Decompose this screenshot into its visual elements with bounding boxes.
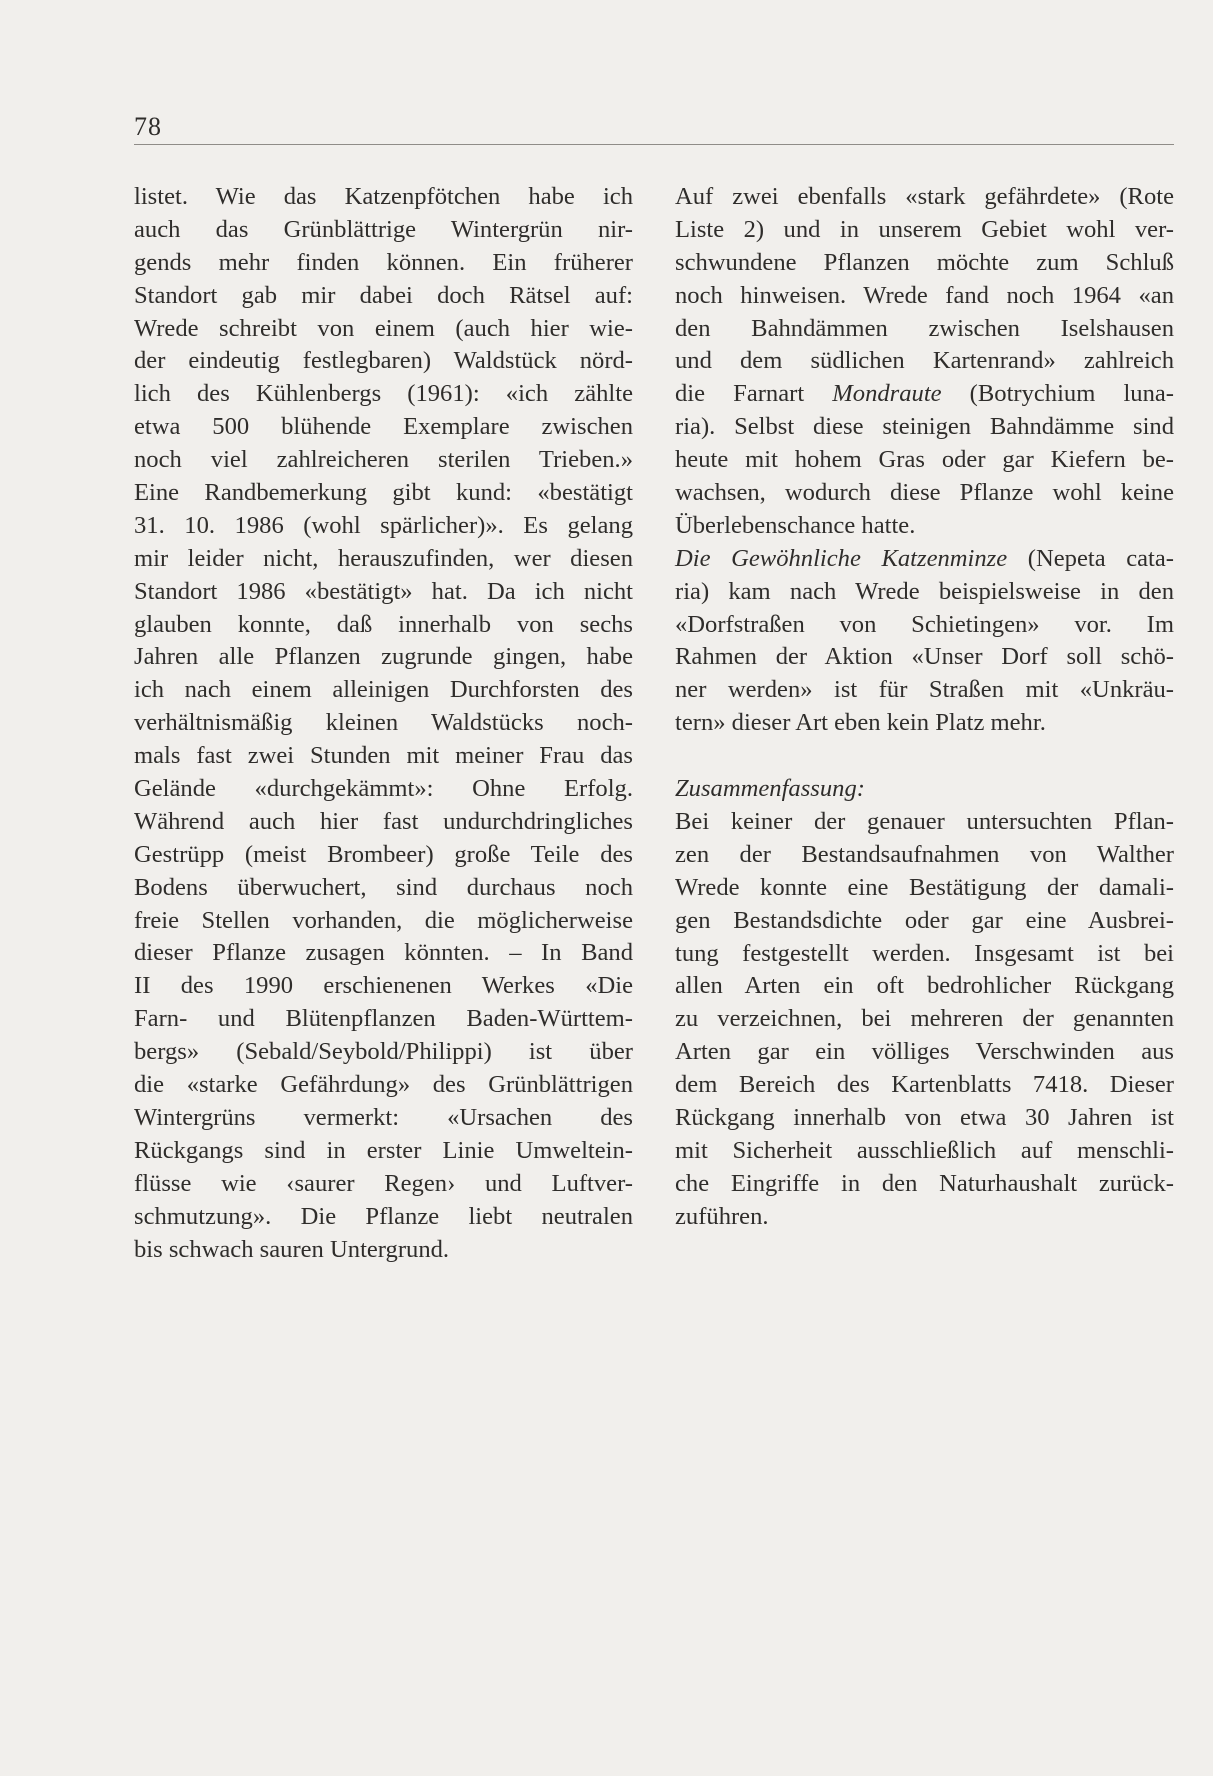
text-line: ner werden» ist für Straßen mit «Unkräu-	[675, 676, 1174, 704]
text-line: Jahren alle Pflanzen zugrunde gingen, habe	[134, 643, 633, 671]
text-line: Gelände «durchgekämmt»: Ohne Erfolg.	[134, 775, 633, 803]
text-line: noch viel zahlreicheren sterilen Trieben.»	[134, 446, 633, 474]
text-line: den Bahndämmen zwischen Iselshausen	[675, 314, 1174, 342]
text-line: listet. Wie das Katzenpfötchen habe ich	[134, 183, 633, 210]
text-line: Wintergrüns vermerkt: «Ursachen des	[134, 1103, 633, 1131]
left-paragraph	[134, 181, 633, 1266]
text-line: bergs» (Sebald/Seybold/Philippi) ist über	[134, 1038, 633, 1066]
text-line: Eine Randbemerkung gibt kund: «bestätigt	[134, 479, 633, 507]
right-column	[675, 181, 1174, 1234]
text-line: Während auch hier fast undurchdringliches	[134, 807, 633, 835]
summary-paragraph	[675, 806, 1174, 1234]
text-line: Rückgang innerhalb von etwa 30 Jahren ist	[675, 1103, 1174, 1131]
text-line: Auf zwei ebenfalls «stark gefährdete» (Rote	[675, 183, 1174, 210]
text-line: Rückgangs sind in erster Linie Umweltein-	[134, 1136, 633, 1164]
right-paragraph-plants	[675, 181, 1174, 543]
text-line: lich des Kühlenbergs (1961): «ich zählte	[134, 380, 633, 408]
text-line: schmutzung». Die Pflanze liebt neutralen	[134, 1202, 633, 1230]
text-line: Bodens überwuchert, sind durchaus noch	[134, 873, 633, 901]
text-line: freie Stellen vorhanden, die möglicherweise	[134, 906, 633, 934]
text-line	[675, 543, 1174, 576]
text-line: «Dorfstraßen von Schietingen» vor. Im	[675, 610, 1174, 638]
left-column	[134, 181, 633, 1266]
header-rule	[134, 144, 1174, 145]
text-line: Gestrüpp (meist Brombeer) große Teile des	[134, 840, 633, 868]
text-line: noch hinweisen. Wrede fand noch 1964 «an	[675, 281, 1174, 309]
text-line: mals fast zwei Stunden mit meiner Frau das	[134, 742, 633, 770]
text-line: ich nach einem alleinigen Durchforsten des	[134, 676, 633, 704]
text-line: gends mehr finden können. Ein früherer	[134, 248, 633, 276]
text-run: (Nepeta cata-	[1007, 544, 1174, 572]
text-line: II des 1990 erschienenen Werkes «Die	[134, 972, 633, 1000]
text-line: Arten gar ein völliges Verschwinden aus	[675, 1038, 1174, 1066]
text-line: heute mit hohem Gras oder gar Kiefern be-	[675, 446, 1174, 474]
text-line: mit Sicherheit ausschließlich auf menschli-	[675, 1136, 1174, 1164]
text-line: der eindeutig festlegbaren) Waldstück nörd-	[134, 347, 633, 375]
text-line: bis schwach sauren Untergrund.	[134, 1235, 450, 1263]
right-paragraph-katzenminze	[675, 543, 1174, 740]
text-line	[675, 378, 1174, 411]
text-line: Liste 2) und in unserem Gebiet wohl ver-	[675, 215, 1174, 243]
text-line: schwundene Pflanzen möchte zum Schluß	[675, 248, 1174, 276]
summary-heading: Zusammenfassung:	[675, 775, 865, 803]
page-number: 78	[134, 112, 162, 141]
text-line: dem Bereich des Kartenblatts 7418. Dieser	[675, 1071, 1174, 1099]
text-line: und dem südlichen Kartenrand» zahlreich	[675, 347, 1174, 375]
text-line: die «starke Gefährdung» des Grünblättrigen	[134, 1071, 633, 1099]
species-name-katzenminze: Die Gewöhnliche Katzenminze	[675, 544, 1008, 572]
text-line: Überlebenschance hatte.	[675, 511, 916, 539]
text-line: glauben konnte, daß innerhalb von sechs	[134, 610, 633, 638]
text-run: die Farnart	[675, 380, 833, 408]
text-line: gen Bestandsdichte oder gar eine Ausbrei-	[675, 906, 1174, 934]
text-line: zen der Bestandsaufnahmen von Walther	[675, 840, 1174, 868]
text-line: wachsen, wodurch diese Pflanze wohl keine	[675, 479, 1174, 507]
species-name-mondraute: Mondraute	[832, 380, 942, 408]
text-line: allen Arten ein oft bedrohlicher Rückgang	[675, 972, 1174, 1000]
text-line: tern» dieser Art eben kein Platz mehr.	[675, 709, 1046, 737]
text-line: mir leider nicht, herauszufinden, wer diesen	[134, 544, 633, 572]
text-line: auch das Grünblättrige Wintergrün nir-	[134, 215, 633, 243]
text-line: Rahmen der Aktion «Unser Dorf soll schö-	[675, 643, 1174, 671]
text-line: Standort gab mir dabei doch Rätsel auf:	[134, 281, 633, 309]
text-line: Wrede konnte eine Bestätigung der damali-	[675, 873, 1174, 901]
text-line: flüsse wie ‹saurer Regen› und Luftver-	[134, 1169, 633, 1197]
text-line: ria). Selbst diese steinigen Bahndämme sind	[675, 413, 1174, 441]
text-line: Wrede schreibt von einem (auch hier wie-	[134, 314, 633, 342]
text-line: zuführen.	[675, 1202, 769, 1230]
text-line: tung festgestellt werden. Insgesamt ist bei	[675, 939, 1174, 967]
text-run: (Botrychium luna-	[941, 380, 1174, 408]
text-line: Bei keiner der genauer untersuchten Pflan-	[675, 807, 1174, 835]
text-line: zu verzeichnen, bei mehreren der genannten	[675, 1005, 1174, 1033]
text-line: dieser Pflanze zusagen könnten. – In Band	[134, 939, 633, 967]
text-line: che Eingriffe in den Naturhaushalt zurück-	[675, 1169, 1174, 1197]
text-line: ria) kam nach Wrede beispielsweise in den	[675, 577, 1174, 605]
text-line: Farn- und Blütenpflanzen Baden-Württem-	[134, 1005, 633, 1033]
text-line: 31. 10. 1986 (wohl spärlicher)». Es gelang	[134, 511, 633, 539]
text-line: etwa 500 blühende Exemplare zwischen	[134, 413, 633, 441]
text-line: verhältnismäßig kleinen Waldstücks noch-	[134, 709, 633, 737]
text-line: Standort 1986 «bestätigt» hat. Da ich nicht	[134, 577, 633, 605]
